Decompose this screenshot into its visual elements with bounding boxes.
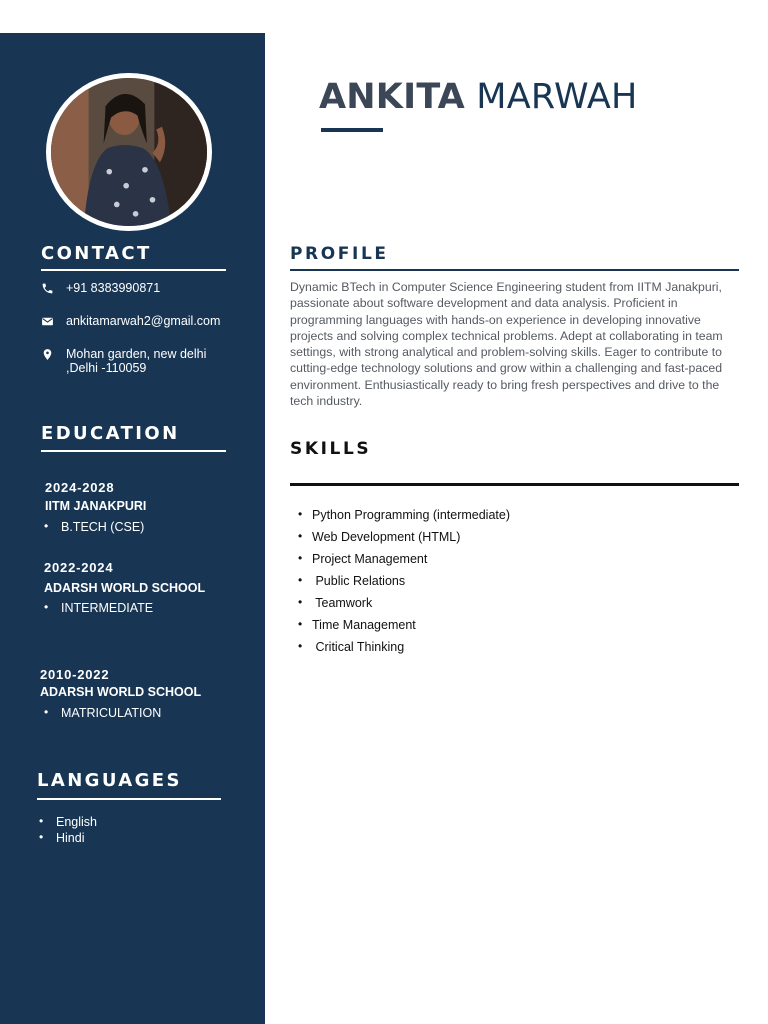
skills-divider	[290, 483, 739, 486]
education-years: 2010-2022	[40, 667, 110, 682]
name-underline	[321, 128, 383, 132]
address-line-2: ,Delhi -110059	[66, 361, 147, 375]
education-divider	[41, 450, 226, 452]
profile-photo-image	[51, 78, 207, 226]
candidate-name	[319, 77, 638, 117]
profile-heading: PROFILE	[290, 244, 389, 264]
contact-phone	[40, 281, 160, 295]
sidebar	[0, 33, 265, 1024]
language-item: • Hindi	[39, 831, 85, 845]
contact-divider	[41, 269, 226, 271]
skill-item: • Project Management	[298, 552, 427, 566]
location-pin-icon	[40, 347, 54, 361]
language-item: • English	[39, 815, 97, 829]
last-name: MARWAH	[476, 77, 638, 117]
first-name: ANKITA	[319, 77, 465, 117]
email-address[interactable]: ankitamarwah2@gmail.com	[66, 314, 221, 328]
skill-item: • Teamwork	[298, 596, 372, 610]
languages-heading: LANGUAGES	[37, 770, 182, 791]
skill-item: • Python Programming (intermediate)	[298, 508, 510, 522]
envelope-icon	[40, 314, 54, 328]
contact-email	[40, 314, 220, 328]
skills-heading: SKILLS	[290, 439, 372, 459]
contact-heading: CONTACT	[41, 243, 152, 264]
profile-divider	[290, 269, 739, 271]
education-years: 2024-2028	[45, 480, 115, 495]
education-heading: EDUCATION	[41, 423, 180, 444]
education-detail: • INTERMEDIATE	[44, 601, 153, 615]
skill-item: • Public Relations	[298, 574, 405, 588]
contact-address	[40, 347, 206, 375]
skill-item: • Web Development (HTML)	[298, 530, 460, 544]
profile-photo	[46, 73, 212, 231]
languages-divider	[37, 798, 221, 800]
education-years: 2022-2024	[44, 560, 114, 575]
education-school: IITM JANAKPURI	[45, 499, 147, 513]
education-detail: • B.TECH (CSE)	[44, 520, 144, 534]
skill-item: • Time Management	[298, 618, 416, 632]
education-school: ADARSH WORLD SCHOOL	[40, 685, 202, 699]
skill-item: • Critical Thinking	[298, 640, 404, 654]
phone-icon	[40, 281, 54, 295]
education-school: ADARSH WORLD SCHOOL	[44, 581, 206, 595]
address-line-1: Mohan garden, new delhi	[66, 347, 207, 361]
profile-summary: Dynamic BTech in Computer Science Engineering student from IITM Janakpuri, passionate about software development and data analysis. Proficient in programming languages with hands-on experience in developing innovative projects and solving complex technical problems. Adept at collaborating in team settings, with strong analytical and problem-solving skills. Eager to contribute to cutting-edge technology solutions and grow within a challenging and fast-paced environment. Enthusiastically ready to bring fresh perspectives and drive to the tech industry.	[290, 280, 723, 409]
education-detail: • MATRICULATION	[44, 706, 161, 720]
phone-number[interactable]: +91 8383990871	[66, 281, 161, 295]
